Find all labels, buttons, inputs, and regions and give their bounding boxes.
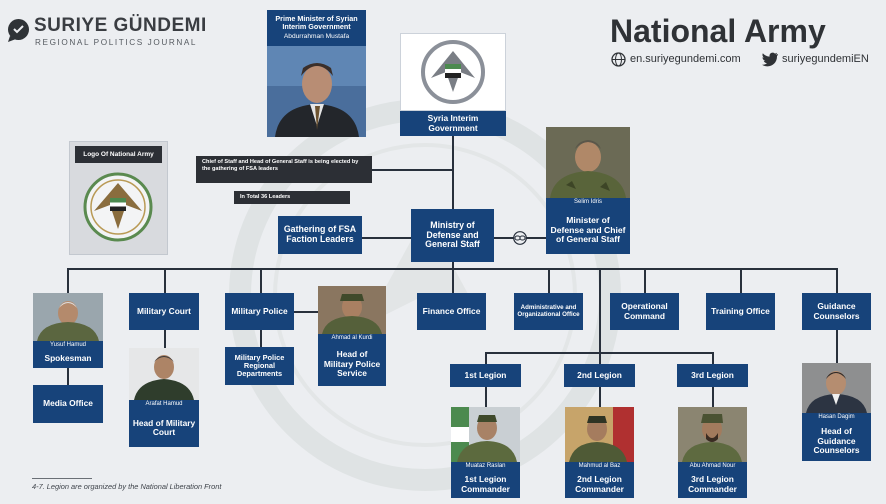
twitter-handle[interactable]: suriyegundemiEN xyxy=(782,53,869,65)
spokesman-box: Spokesman xyxy=(33,350,103,368)
mp-head-box: Head of Military Police Service xyxy=(318,343,386,386)
spokesman-name: Yusuf Hamud xyxy=(33,341,103,350)
finance-office-box: Finance Office xyxy=(417,293,486,330)
legion-3-commander-box: 3rd Legion Commander xyxy=(678,471,747,498)
brand-name: SURIYE GÜNDEMI xyxy=(34,15,207,36)
connector xyxy=(599,268,601,353)
legion-1-commander-box: 1st Legion Commander xyxy=(451,471,520,498)
pm-name: Abdurrahman Mustafa xyxy=(283,33,350,41)
legion-2-box: 2nd Legion xyxy=(564,364,635,387)
logo-panel xyxy=(69,141,168,255)
connector xyxy=(712,387,714,407)
connector xyxy=(452,268,454,293)
connector xyxy=(362,237,411,239)
connector xyxy=(372,169,454,171)
globe-icon xyxy=(611,52,626,67)
connector xyxy=(67,268,69,293)
mp-head-photo xyxy=(318,286,386,334)
twitter-icon xyxy=(762,52,779,67)
website-link[interactable]: en.suriyegundemi.com xyxy=(630,53,741,65)
speech-bubble-icon xyxy=(6,18,31,43)
national-army-logo-icon xyxy=(70,167,167,247)
legion-1-commander-photo xyxy=(451,407,520,462)
connector xyxy=(599,387,601,407)
sig-logo-panel xyxy=(400,33,506,111)
ministry-box: Ministry of Defense and General Staff xyxy=(411,209,494,262)
legion-2-commander-box: 2nd Legion Commander xyxy=(565,471,634,498)
pm-title: Prime Minister of Syrian Interim Government xyxy=(275,14,358,32)
pm-header xyxy=(267,10,366,46)
pm-photo xyxy=(267,46,366,137)
minister-name: Selim Idris xyxy=(546,198,630,207)
military-police-box: Military Police xyxy=(225,293,294,330)
admin-office-box: Administrative and Organizational Office xyxy=(514,293,583,330)
connector xyxy=(836,268,838,293)
court-head-photo xyxy=(129,348,199,400)
chief-election-callout: Chief of Staff and Head of General Staff is being elected by the gathering of FSA leaders xyxy=(196,156,372,183)
total-leaders-callout: In Total 36 Leaders xyxy=(234,191,350,204)
legion-3-box: 3rd Legion xyxy=(677,364,748,387)
connector xyxy=(740,268,742,293)
legion-3-commander-name: Abu Ahmad Nour xyxy=(678,462,747,471)
sig-label: Syria Interim Government xyxy=(400,111,506,136)
legion-1-commander-name: Muataz Raslan xyxy=(451,462,520,471)
media-office-box: Media Office xyxy=(33,385,103,423)
connector xyxy=(485,352,487,364)
guidance-head-photo xyxy=(802,363,871,413)
mp-head-name: Ahmad al Kurdi xyxy=(318,334,386,343)
connector xyxy=(644,268,646,293)
connector xyxy=(164,268,166,293)
connector xyxy=(452,136,454,209)
court-head-box: Head of Military Court xyxy=(129,409,199,447)
military-court-box: Military Court xyxy=(129,293,199,330)
link-icon xyxy=(511,231,529,245)
guidance-counselors-box: Guidance Counselors xyxy=(802,293,871,330)
eagle-emblem-icon xyxy=(401,34,505,110)
connector xyxy=(485,387,487,407)
gathering-box: Gathering of FSA Faction Leaders xyxy=(278,216,362,254)
connector xyxy=(599,352,601,364)
brand-tagline: REGIONAL POLITICS JOURNAL xyxy=(35,38,198,47)
connector xyxy=(712,352,714,364)
footnote: 4-7. Legion are organized by the National Liberation Front xyxy=(32,482,222,491)
court-head-name: Arafat Hamud xyxy=(129,400,199,409)
footnote-divider xyxy=(32,478,92,479)
legion-1-box: 1st Legion xyxy=(450,364,521,387)
logo-panel-title: Logo Of National Army xyxy=(75,146,162,163)
connector xyxy=(836,330,838,363)
connector xyxy=(260,268,262,293)
connector xyxy=(164,330,166,348)
legion-2-commander-photo xyxy=(565,407,634,462)
minister-title: Minister of Defense and Chief of General Staff xyxy=(546,207,630,254)
guidance-head-box: Head of Guidance Counselors xyxy=(802,422,871,461)
connector xyxy=(260,330,262,347)
guidance-head-name: Hasan Dagim xyxy=(802,413,871,422)
connector xyxy=(294,311,318,313)
operational-command-box: Operational Command xyxy=(610,293,679,330)
spokesman-photo xyxy=(33,293,103,341)
minister-photo xyxy=(546,127,630,198)
connector xyxy=(67,368,69,385)
connector xyxy=(548,268,550,293)
legion-2-commander-name: Mahmud al Baz xyxy=(565,462,634,471)
mp-departments-box: Military Police Regional Departments xyxy=(225,347,294,385)
legion-3-commander-photo xyxy=(678,407,747,462)
training-office-box: Training Office xyxy=(706,293,775,330)
page-title: National Army xyxy=(610,13,826,49)
